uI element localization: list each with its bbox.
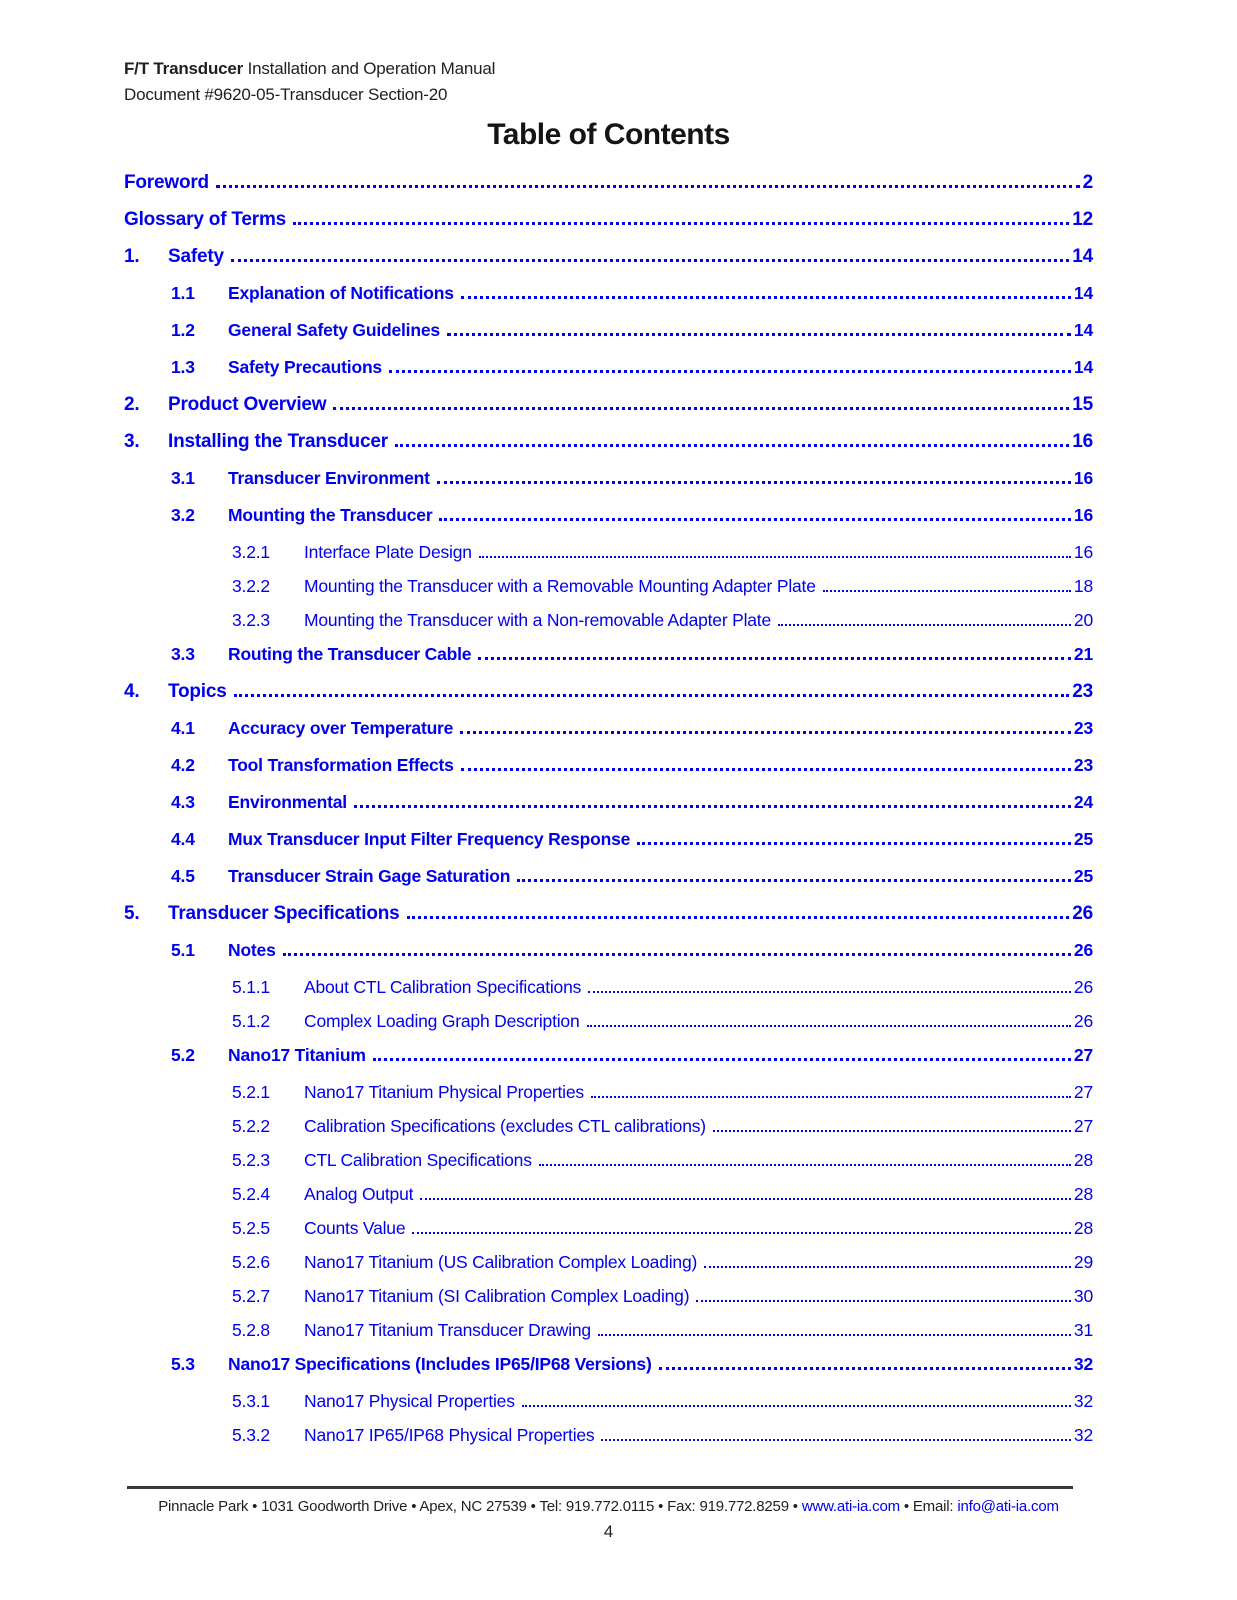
toc-entry[interactable] [124,283,1093,303]
toc-entry-number: 1. [124,246,140,267]
toc-entry-number: 5.2.5 [232,1218,270,1238]
toc-entry[interactable] [124,977,1093,997]
toc-entry-number: 5.2.7 [232,1286,270,1306]
toc-entry[interactable] [124,172,1093,193]
toc-entry-page: 12 [1072,209,1093,230]
toc-entry-number: 5. [124,903,140,924]
toc-entry-label: Nano17 Physical Properties [304,1391,515,1411]
toc-leader-dots [588,991,1071,993]
toc-leader-dots [659,1367,1071,1370]
toc-entry-number: 3.2.1 [232,542,270,562]
toc-entry-label: Safety [168,246,224,267]
toc-entry-page: 18 [1073,576,1093,596]
toc-entry-page: 14 [1073,357,1093,377]
toc-entry-label: Nano17 Titanium [228,1045,366,1065]
toc-entry[interactable] [124,431,1093,452]
toc-entry-page: 2 [1082,172,1093,193]
toc-leader-dots [637,842,1071,845]
toc-entry-label: Routing the Transducer Cable [228,644,472,664]
toc-entry[interactable] [124,576,1093,596]
toc-entry-number: 5.1.1 [232,977,270,997]
toc-entry[interactable] [124,1045,1093,1065]
toc-entry[interactable] [124,1425,1093,1445]
toc-entry[interactable] [124,357,1093,377]
toc-entry-label: Topics [168,681,227,702]
toc-entry-label: Installing the Transducer [168,431,388,452]
toc-entry-label: Glossary of Terms [124,209,287,230]
toc-entry-number: 5.3 [171,1354,195,1374]
toc-leader-dots [420,1198,1071,1200]
toc-entry-page: 16 [1072,431,1093,452]
toc-entry-number: 3.1 [171,468,195,488]
toc-entry-page: 14 [1073,320,1093,340]
page-title: Table of Contents [487,118,730,151]
toc-entry-page: 14 [1072,246,1093,267]
toc-entry[interactable] [124,1286,1093,1306]
toc-entry-label: Counts Value [304,1218,406,1238]
toc-leader-dots [517,879,1071,882]
toc-entry-label: Explanation of Notifications [228,283,454,303]
toc-leader-dots [479,556,1071,558]
toc-entry-page: 28 [1073,1184,1093,1204]
toc-entry[interactable] [124,940,1093,960]
toc-leader-dots [460,731,1071,734]
toc-entry-label: Mounting the Transducer with a Non-removable Adapter Plate [304,610,772,630]
toc-entry-label: Nano17 Titanium (US Calibration Complex Loading) [304,1252,698,1272]
toc-entry-label: Mounting the Transducer with a Removable Mounting Adapter Plate [304,576,816,596]
toc-entry[interactable] [124,829,1093,849]
toc-entry-number: 4.3 [171,792,195,812]
toc-entry-label: Safety Precautions [228,357,382,377]
toc-entry-number: 3.3 [171,644,195,664]
toc-entry[interactable] [124,246,1093,267]
toc-entry-number: 5.2.1 [232,1082,270,1102]
toc-leader-dots [823,590,1071,592]
toc-entry-number: 4.4 [171,829,195,849]
toc-entry-number: 3.2.3 [232,610,270,630]
toc-entry[interactable] [124,1184,1093,1204]
toc-entry-number: 3.2.2 [232,576,270,596]
toc-entry-number: 3.2 [171,505,195,525]
toc-entry-page: 28 [1073,1218,1093,1238]
toc-entry-label: Nano17 Titanium Transducer Drawing [304,1320,591,1340]
toc-entry-page: 26 [1072,903,1093,924]
toc-entry-label: Nano17 Titanium Physical Properties [304,1082,584,1102]
toc-entry-number: 4.5 [171,866,195,886]
toc-entry[interactable] [124,610,1093,630]
toc-entry-label: Mux Transducer Input Filter Frequency Response [228,829,631,849]
toc-entry-number: 4.1 [171,718,195,738]
toc-leader-dots [447,333,1071,336]
toc-entry-number: 5.2.4 [232,1184,270,1204]
footer-email-label: • Email: [899,1498,958,1515]
toc-entry-number: 1.1 [171,283,195,303]
toc-leader-dots [407,916,1070,919]
toc-entry-label: Tool Transformation Effects [228,755,454,775]
header-line-1 [124,56,495,82]
manual-title: Installation and Operation Manual [243,59,496,78]
toc-entry-page: 28 [1073,1150,1093,1170]
toc-entry-label: Mounting the Transducer [228,505,433,525]
toc-entry-page: 16 [1073,505,1093,525]
toc-leader-dots [539,1164,1071,1166]
toc-entry[interactable] [124,1011,1093,1031]
toc-entry[interactable] [124,755,1093,775]
toc-entry-label: Foreword [124,172,209,193]
toc-entry[interactable] [124,1116,1093,1136]
toc-leader-dots [461,768,1071,771]
toc-entry-page: 23 [1073,755,1093,775]
toc-entry[interactable] [124,505,1093,525]
toc-entry-page: 31 [1073,1320,1093,1340]
toc-entry[interactable] [124,1218,1093,1238]
toc-entry-number: 5.1 [171,940,195,960]
toc-list [124,172,1093,1459]
toc-entry[interactable] [124,644,1093,664]
toc-entry-page: 32 [1073,1391,1093,1411]
toc-entry[interactable] [124,394,1093,415]
toc-leader-dots [283,953,1071,956]
toc-leader-dots [461,296,1071,299]
page-number: 4 [603,1522,614,1541]
toc-leader-dots [704,1266,1071,1268]
toc-leader-dots [713,1130,1071,1132]
toc-entry-number: 2. [124,394,140,415]
toc-entry-page: 21 [1073,644,1093,664]
toc-leader-dots [439,518,1070,521]
toc-entry-number: 5.2.8 [232,1320,270,1340]
toc-entry-label: Interface Plate Design [304,542,472,562]
toc-entry-number: 5.2.3 [232,1150,270,1170]
toc-entry[interactable] [124,1252,1093,1272]
toc-entry-page: 16 [1073,468,1093,488]
toc-entry-page: 24 [1073,792,1093,812]
footer-divider [127,1486,1073,1489]
toc-entry[interactable] [124,718,1093,738]
toc-entry-number: 4. [124,681,140,702]
toc-entry-number: 1.2 [171,320,195,340]
toc-entry-number: 5.3.1 [232,1391,270,1411]
toc-entry-page: 32 [1073,1425,1093,1445]
toc-leader-dots [412,1232,1071,1234]
toc-entry-number: 5.2.6 [232,1252,270,1272]
toc-entry[interactable] [124,1082,1093,1102]
toc-entry-number: 5.3.2 [232,1425,270,1445]
toc-entry-page: 23 [1072,681,1093,702]
toc-leader-dots [522,1405,1071,1407]
toc-leader-dots [598,1334,1071,1336]
toc-entry-number: 5.1.2 [232,1011,270,1031]
toc-entry[interactable] [124,903,1093,924]
toc-entry[interactable] [124,320,1093,340]
toc-entry-label: General Safety Guidelines [228,320,440,340]
toc-entry-label: Calibration Specifications (excludes CTL calibrations) [304,1116,706,1136]
product-name: F/T Transducer [124,59,244,78]
toc-entry-page: 16 [1073,542,1093,562]
toc-entry-label: Nano17 Specifications (Includes IP65/IP68 Versions) [228,1354,652,1374]
toc-entry-label: Environmental [228,792,347,812]
document-footer [124,1486,1093,1542]
toc-entry-page: 26 [1073,1011,1093,1031]
toc-entry[interactable] [124,1150,1093,1170]
toc-entry-number: 4.2 [171,755,195,775]
toc-leader-dots [333,407,1069,410]
toc-leader-dots [234,694,1070,697]
document-number: Document #9620-05-Transducer Section-20 [124,85,448,104]
toc-entry-page: 27 [1073,1045,1093,1065]
footer-email-link[interactable]: info@ati-ia.com [957,1498,1059,1515]
toc-entry-page: 25 [1073,866,1093,886]
toc-entry-label: About CTL Calibration Specifications [304,977,582,997]
toc-entry-label: Notes [228,940,276,960]
toc-entry-number: 5.2 [171,1045,195,1065]
toc-entry[interactable] [124,866,1093,886]
toc-entry-label: Accuracy over Temperature [228,718,454,738]
toc-entry[interactable] [124,792,1093,812]
toc-leader-dots [601,1439,1070,1441]
toc-entry-label: Nano17 Titanium (SI Calibration Complex Loading) [304,1286,690,1306]
toc-entry-page: 30 [1073,1286,1093,1306]
toc-entry-label: Product Overview [168,394,327,415]
toc-entry-page: 14 [1073,283,1093,303]
toc-entry-page: 26 [1073,940,1093,960]
toc-leader-dots [373,1058,1071,1061]
toc-entry[interactable] [124,542,1093,562]
toc-leader-dots [587,1025,1071,1027]
toc-entry-page: 27 [1073,1116,1093,1136]
toc-entry[interactable] [124,681,1093,702]
toc-leader-dots [216,185,1080,188]
toc-entry-label: Analog Output [304,1184,414,1204]
toc-entry-label: Transducer Strain Gage Saturation [228,866,511,886]
toc-entry-label: Transducer Environment [228,468,430,488]
toc-entry-label: Complex Loading Graph Description [304,1011,580,1031]
toc-entry-page: 23 [1073,718,1093,738]
toc-leader-dots [395,444,1069,447]
toc-entry-page: 15 [1072,394,1093,415]
toc-entry[interactable] [124,209,1093,230]
toc-entry[interactable] [124,468,1093,488]
toc-entry-label: CTL Calibration Specifications [304,1150,532,1170]
toc-entry-page: 26 [1073,977,1093,997]
toc-leader-dots [591,1096,1071,1098]
toc-entry[interactable] [124,1391,1093,1411]
toc-entry[interactable] [124,1320,1093,1340]
toc-entry-page: 25 [1073,829,1093,849]
toc-leader-dots [437,481,1071,484]
toc-entry-number: 3. [124,431,140,452]
footer-contact-line [124,1498,1093,1515]
toc-entry-number: 1.3 [171,357,195,377]
toc-leader-dots [478,657,1071,660]
footer-address: Pinnacle Park • 1031 Goodworth Drive • Apex, NC 27539 • Tel: 919.772.0115 • Fax: 919.772.8259 • [158,1498,802,1515]
toc-entry-number: 5.2.2 [232,1116,270,1136]
toc-entry[interactable] [124,1354,1093,1374]
document-header [124,56,495,108]
toc-entry-label: Nano17 IP65/IP68 Physical Properties [304,1425,595,1445]
toc-entry-page: 20 [1073,610,1093,630]
toc-leader-dots [696,1300,1071,1302]
toc-entry-page: 32 [1073,1354,1093,1374]
toc-leader-dots [231,259,1069,262]
footer-website-link[interactable]: www.ati-ia.com [801,1498,900,1515]
toc-leader-dots [293,222,1069,225]
toc-entry-label: Transducer Specifications [168,903,400,924]
toc-entry-page: 29 [1073,1252,1093,1272]
toc-entry-page: 27 [1073,1082,1093,1102]
toc-leader-dots [778,624,1071,626]
toc-leader-dots [354,805,1071,808]
toc-leader-dots [389,370,1071,373]
